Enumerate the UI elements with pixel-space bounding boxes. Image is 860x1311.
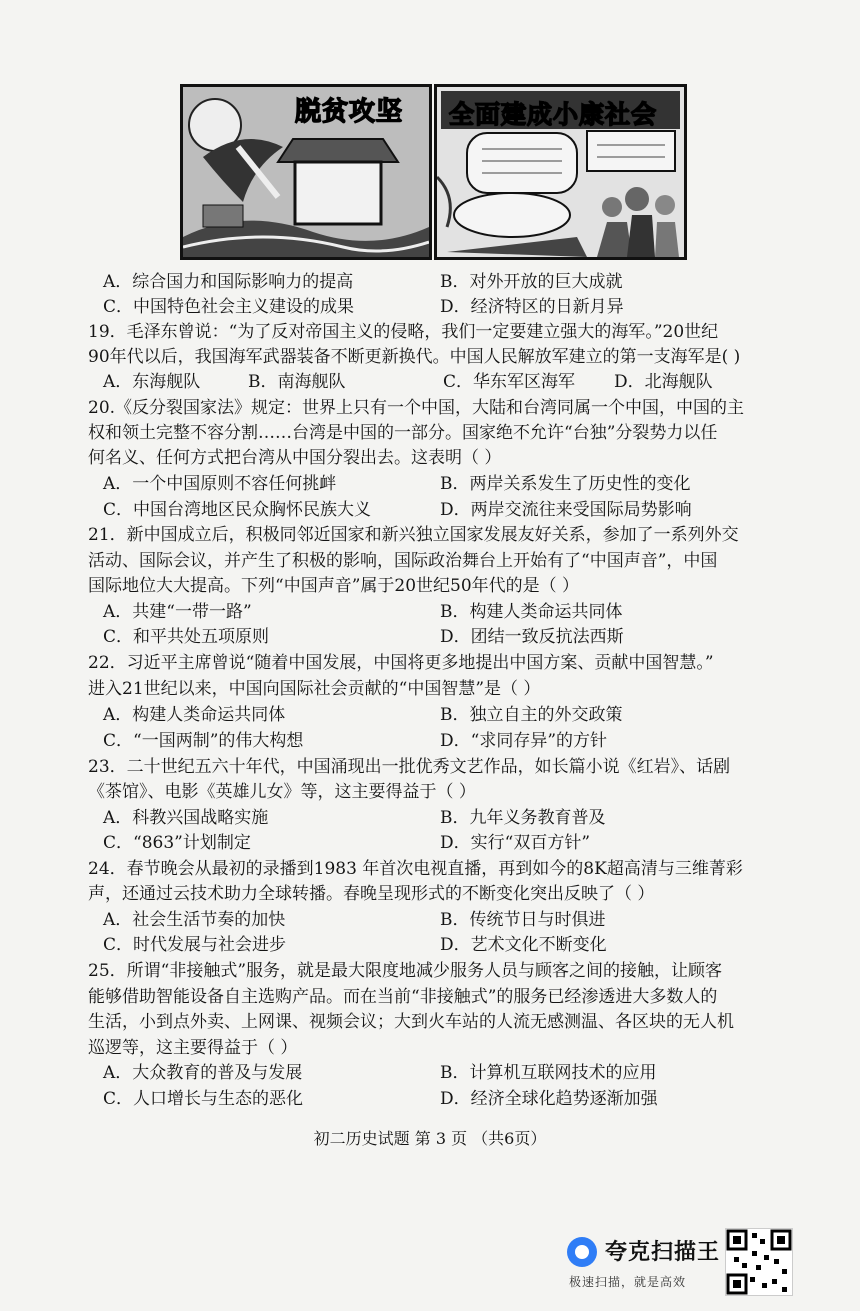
q23-stem-line-1: 23．二十世纪五六十年代，中国涌现出一批优秀文艺作品，如长篇小说《红岩》、话剧 — [88, 757, 731, 777]
q23-option-c: C．“863”计划制定 — [103, 833, 251, 853]
q20-option-a: A．一个中国原则不容任何挑衅 — [103, 474, 337, 494]
moderately-prosperous-poster — [434, 84, 687, 260]
q21-stem-line-2: 活动、国际会议，并产生了积极的影响，国际政治舞台上开始有了“中国声音”，中国 — [88, 551, 718, 571]
q22-option-b: B．独立自主的外交政策 — [440, 705, 623, 725]
qr-code-pattern — [726, 1229, 792, 1295]
q23-option-b: B．九年义务教育普及 — [440, 808, 606, 828]
q20-option-c: C．中国台湾地区民众胸怀民族大义 — [103, 500, 372, 520]
q20-stem-line-1: 20.《反分裂国家法》规定：世界上只有一个中国，大陆和台湾同属一个中国，中国的主 — [88, 398, 745, 418]
q25-stem-line-4: 巡逻等，这主要得益于（ ） — [88, 1038, 298, 1058]
q18-option-a: A．综合国力和国际影响力的提高 — [103, 272, 354, 292]
q22-option-d: D．“求同存异”的方针 — [440, 731, 608, 751]
poverty-alleviation-poster — [180, 84, 432, 260]
q25-option-c: C．人口增长与生态的恶化 — [103, 1089, 304, 1109]
q21-option-a: A．共建“一带一路” — [103, 602, 252, 622]
q18-option-d: D．经济特区的日新月异 — [440, 297, 624, 317]
q21-option-b: B．构建人类命运共同体 — [440, 602, 623, 622]
q22-option-a: A．构建人类命运共同体 — [103, 705, 286, 725]
brand-slogan: 极速扫描，就是高效 — [569, 1275, 687, 1289]
q24-option-b: B．传统节日与时俱进 — [440, 910, 606, 930]
qr-code-icon — [725, 1228, 793, 1296]
q23-stem-line-2: 《茶馆》、电影《英雄儿女》等，这主要得益于（ ） — [88, 782, 476, 802]
q24-option-d: D．艺术文化不断变化 — [440, 935, 607, 955]
q21-option-c: C．和平共处五项原则 — [103, 627, 270, 647]
q20-stem-line-3: 何名义、任何方式把台湾从中国分裂出去。这表明（ ） — [88, 448, 502, 468]
q19-stem-line-1: 19．毛泽东曾说：“为了反对帝国主义的侵略，我们一定要建立强大的海军。”20世纪 — [88, 322, 719, 342]
q21-stem-line-1: 21．新中国成立后，积极同邻近国家和新兴独立国家发展友好关系，参加了一系列外交 — [88, 525, 739, 545]
q20-stem-line-2: 权和领土完整不容分割……台湾是中国的一部分。国家绝不允许“台独”分裂势力以任 — [88, 423, 718, 443]
q22-stem-line-2: 进入21世纪以来，中国向国际社会贡献的“中国智慧”是（ ） — [88, 679, 541, 699]
brand-name: 夸克扫描王 — [605, 1240, 721, 1265]
q20-option-d: D．两岸交流往来受国际局势影响 — [440, 500, 692, 520]
poster-right-title: 全面建成小康社会 — [449, 100, 658, 129]
q22-stem-line-1: 22．习近平主席曾说“随着中国发展，中国将更多地提出中国方案、贡献中国智慧。” — [88, 653, 714, 673]
q25-stem-line-2: 能够借助智能设备自主选购产品。而在当前“非接触式”的服务已经渗透进大多数人的 — [88, 987, 718, 1007]
q19-stem-line-2: 90年代以后，我国海军武器装备不断更新换代。中国人民解放军建立的第一支海军是( ) — [88, 347, 741, 367]
q21-stem-line-3: 国际地位大大提高。下列“中国声音”属于20世纪50年代的是（ ） — [88, 576, 580, 596]
poster-left-title: 脱贫攻坚 — [295, 97, 404, 127]
q23-option-d: D．实行“双百方针” — [440, 833, 591, 853]
q19-option-d: D．北海舰队 — [614, 372, 713, 392]
q18-option-b: B．对外开放的巨大成就 — [440, 272, 623, 292]
scanner-watermark — [567, 1233, 727, 1293]
poster-illustrations — [180, 84, 687, 260]
q24-option-a: A．社会生活节奏的加快 — [103, 910, 286, 930]
q19-option-a: A．东海舰队 — [103, 372, 201, 392]
q21-option-d: D．团结一致反抗法西斯 — [440, 627, 624, 647]
q25-stem-line-3: 生活，小到点外卖、上网课、视频会议；大到火车站的人流无感测温、各区块的无人机 — [88, 1012, 734, 1032]
q24-stem-line-2: 声，还通过云技术助力全球转播。春晚呈现形式的不断变化突出反映了（ ） — [88, 884, 655, 904]
q20-option-b: B．两岸关系发生了历史性的变化 — [440, 474, 691, 494]
q19-option-b: B．南海舰队 — [248, 372, 346, 392]
q24-stem-line-1: 24．春节晚会从最初的录播到1983 年首次电视直播，再到如今的8K超高清与三维菁彩 — [88, 859, 743, 879]
page-footer: 初二历史试题 第 3 页 （共6页） — [313, 1129, 547, 1148]
q19-option-c: C．华东军区海军 — [443, 372, 576, 392]
q25-option-d: D．经济全球化趋势逐渐加强 — [440, 1089, 658, 1109]
q22-option-c: C．“一国两制”的伟大构想 — [103, 731, 304, 751]
q23-option-a: A．科教兴国战略实施 — [103, 808, 269, 828]
q18-option-c: C．中国特色社会主义建设的成果 — [103, 297, 355, 317]
q25-option-a: A．大众教育的普及与发展 — [103, 1063, 303, 1083]
quark-logo-icon — [567, 1237, 597, 1267]
q24-option-c: C．时代发展与社会进步 — [103, 935, 287, 955]
q25-stem-line-1: 25．所谓“非接触式”服务，就是最大限度地减少服务人员与顾客之间的接触，让顾客 — [88, 961, 723, 981]
q25-option-b: B．计算机互联网技术的应用 — [440, 1063, 657, 1083]
